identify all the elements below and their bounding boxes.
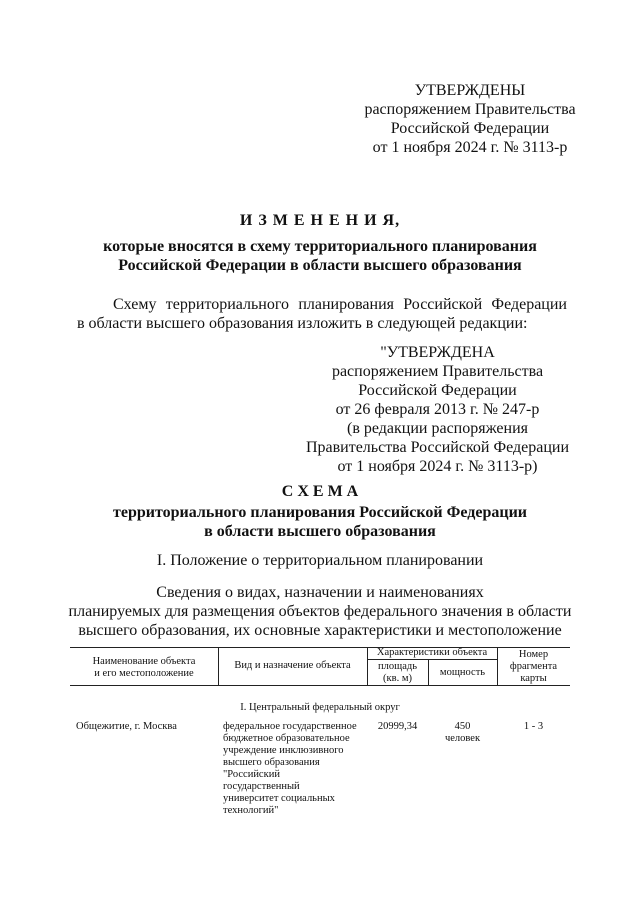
approval-line: Российской Федерации: [390, 120, 550, 137]
cell-name: Общежитие, г. Москва: [76, 721, 177, 732]
approval-line: УТВЕРЖДЕНЫ: [414, 82, 526, 99]
section-title: I. Положение о территориальном планировании: [156, 552, 484, 569]
info-line: планируемых для размещения объектов федерального значения в области: [68, 603, 572, 620]
cell-kind: [223, 721, 368, 817]
header-line: фрагмента: [509, 661, 558, 672]
header-area: [367, 661, 428, 685]
table-header-bottom-rule: [70, 685, 570, 686]
approval-line: от 26 февраля 2013 г. № 247-р: [335, 401, 540, 418]
approval-line: от 1 ноября 2024 г. № 3113-р: [372, 139, 568, 156]
approval-line: от 1 ноября 2024 г. № 3113-р): [337, 458, 538, 475]
intro-paragraph: [77, 295, 567, 333]
kind-line: учреждение инклюзивного: [223, 745, 344, 756]
header-line: Наименование объекта: [92, 656, 196, 667]
kind-line: государственный: [223, 781, 300, 792]
power-line: человек: [444, 733, 481, 744]
approval-line: распоряжением Правительства: [364, 101, 576, 118]
chars-rule: [367, 659, 497, 660]
changes-heading: И З М Е Н Е Н И Я,: [239, 212, 401, 229]
header-line: карты: [520, 673, 547, 684]
section-info: [0, 583, 640, 640]
cell-fragment: 1 - 3: [523, 721, 544, 732]
header-line: (кв. м): [383, 673, 412, 684]
intro-line-2: в области высшего образования изложить в следующей редакции:: [77, 315, 528, 332]
approval-line: Российской Федерации: [358, 382, 517, 399]
approval-block: [340, 81, 600, 157]
district-row: I. Центральный федеральный округ: [240, 702, 400, 713]
approval-line: "УТВЕРЖДЕНА: [380, 344, 495, 361]
subtitle-line: которые вносятся в схему территориального планирования: [103, 238, 537, 255]
header-fragment: [497, 649, 570, 685]
header-line: Номер: [518, 649, 549, 660]
info-line: Сведения о видах, назначении и наименованиях: [156, 584, 484, 601]
header-power: мощность: [439, 667, 486, 678]
cell-area: 20999,34: [377, 721, 418, 732]
table-row: [70, 721, 570, 821]
approval-line: распоряжением Правительства: [331, 363, 544, 380]
power-line: 450: [454, 721, 471, 732]
kind-line: бюджетное образовательное: [223, 733, 350, 744]
changes-subtitle: [0, 237, 640, 275]
approval-line: Правительства Российской Федерации: [305, 439, 570, 456]
intro-line-1: Схему территориального планирования Российской Федерации: [113, 296, 567, 313]
approval-line: (в редакции распоряжения: [346, 420, 529, 437]
kind-line: университет социальных: [223, 793, 335, 804]
kind-line: "Российский: [223, 769, 280, 780]
scheme-subtitle: [0, 503, 640, 541]
header-name: [70, 656, 218, 680]
scheme-line: территориального планирования Российской Федерации: [113, 504, 527, 521]
approval-block-2: [305, 343, 570, 476]
kind-line: федеральное государственное: [223, 721, 357, 732]
header-kind: Вид и назначение объекта: [234, 660, 351, 671]
header-line: площадь: [378, 661, 417, 672]
cell-power: [428, 721, 497, 745]
scheme-heading: С Х Е М А: [281, 483, 359, 500]
info-line: высшего образования, их основные характеристики и местоположение: [78, 622, 562, 639]
subtitle-line: Российской Федерации в области высшего образования: [118, 257, 522, 274]
kind-line: высшего образования: [223, 757, 320, 768]
header-chars: Характеристики объекта: [376, 647, 488, 658]
header-line: и его местоположение: [94, 668, 194, 679]
scheme-line: в области высшего образования: [204, 523, 436, 540]
kind-line: технологий": [223, 805, 279, 816]
